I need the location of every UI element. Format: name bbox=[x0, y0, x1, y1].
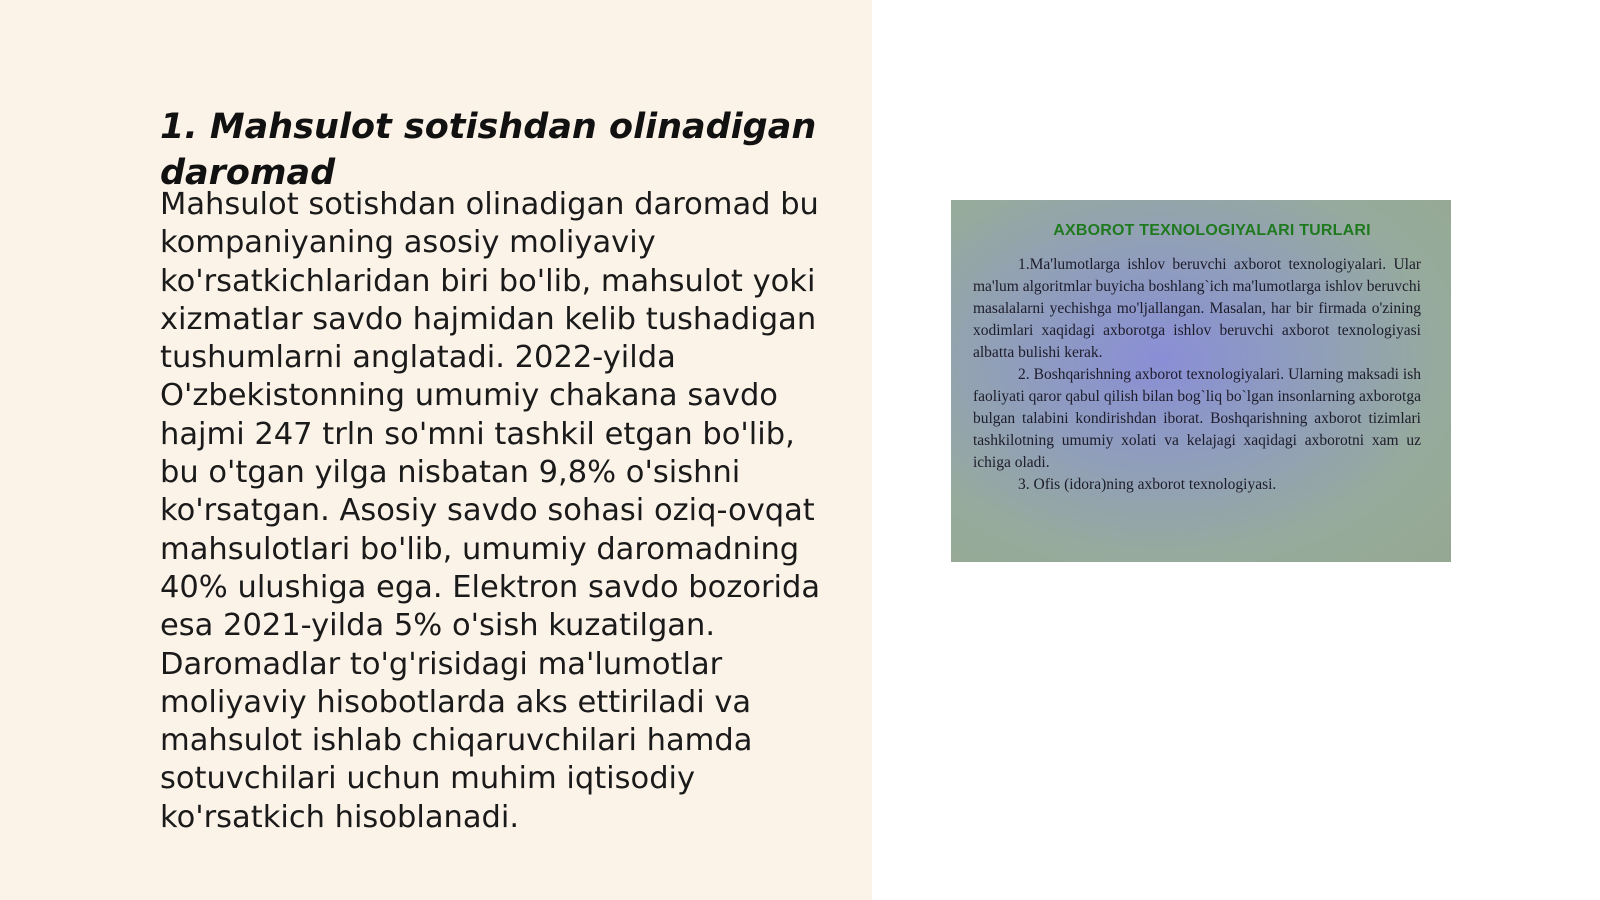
image-title: AXBOROT TEXNOLOGIYALARI TURLARI bbox=[1053, 222, 1371, 239]
image-paragraph-3: 3. Ofis (idora)ning axborot texnologiyasi. bbox=[1018, 476, 1277, 493]
image-paragraph-1: 1.Ma'lumotlarga ishlov beruvchi axborot texnologiyalari. Ular ma'lum algoritmlar buyicha boshlang`ich ma'lumotlarga ishlov beruvchi masalalarni yechishga mo'ljallangan. Masalan, har bir firmada o'zining xodimlari xaqidagi axborotga ishlov beruvchi axborot texnologiyasi albatta bulishi kerak. bbox=[973, 256, 1421, 361]
slide-body-text: Mahsulot sotishdan olinadigan daromad bu kompaniyaning asosiy moliyaviy ko'rsatkichlaridan biri bo'lib, mahsulot yoki xizmatlar savdo hajmidan kelib tushadigan tushumlarni anglatadi. 2022-yilda O'zbekistonning umumiy chakana savdo hajmi 247 trln so'mni tashkil etgan bo'lib, bu o'tgan yilga nisbatan 9,8% o'sishni ko'rsatgan. Asosiy savdo sohasi oziq-ovqat mahsulotlari bo'lib, umumiy daromadning 40% ulushiga ega. Elektron savdo bozorida esa 2021-yilda 5% o'sish kuzatilgan. Daromadlar to'g'risidagi ma'lumotlar moliyaviy hisobotlarda aks ettiriladi va mahsulot ishlab chiqaruvchilari hamda sotuvchilari uchun muhim iqtisodiy ko'rsatkich hisoblanadi. bbox=[160, 187, 821, 835]
image-paragraph-2: 2. Boshqarishning axborot texnologiyalari. Ularning maksadi ish faoliyati qaror qabul qilish bilan bog`liq bo`lgan insonlarning axborotga bulgan talabini kondirishdan iborat. Boshqarishning axborot tizimlari tashkilotning umumiy xolati va kelajagi xaqidagi axborotni xam uz ichiga oladi. bbox=[973, 366, 1421, 471]
scanned-text-image bbox=[951, 200, 1451, 562]
slide-heading: 1. Mahsulot sotishdan olinadigan daromad bbox=[160, 107, 817, 193]
